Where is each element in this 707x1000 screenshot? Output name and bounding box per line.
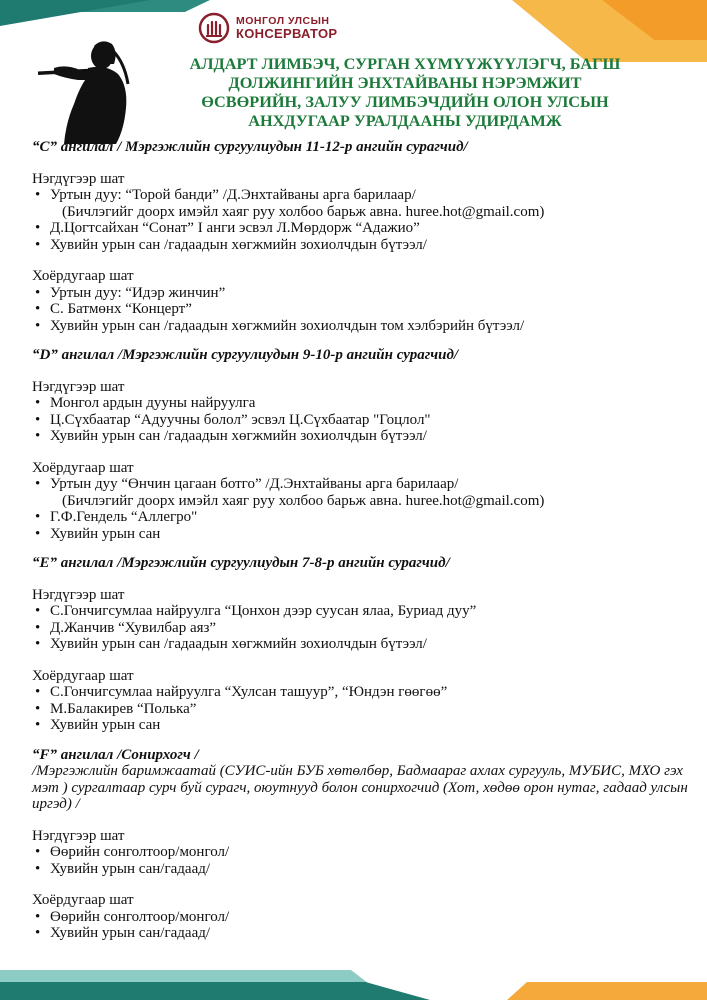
title-line-1: АЛДАРТ ЛИМБЭЧ, СУРГАН ХҮМҮҮЖҮҮЛЭГЧ, БАГШ <box>189 54 621 73</box>
list-item: • Хувийн урын сан <box>32 717 692 734</box>
list-item: • Уртын дуу “Өнчин цагаан ботго” /Д.Энхтайваны арга барилаар/ <box>32 476 692 493</box>
list-item: • Хувийн урын сан/гадаад/ <box>32 861 692 878</box>
list-item: • Уртын дуу: “Идэр жинчин” <box>32 285 692 302</box>
category-f-stage-1-label: Нэгдүгээр шат <box>32 827 125 844</box>
list-item: • Г.Ф.Гендель “Аллегро" <box>32 509 692 526</box>
category-e-stage-1-list <box>32 603 692 653</box>
category-e-stage-2-label: Хоёрдугаар шат <box>32 667 134 684</box>
category-d-stage-2-list <box>32 476 692 542</box>
category-e-heading: “E” ангилал /Мэргэжлийн сургуулиудын 7-8-р ангийн сурагчид/ <box>32 555 450 571</box>
list-item: • Ц.Сүхбаатар “Адуучны болол” эсвэл Ц.Сүхбаатар "Гоцлол" <box>32 412 692 429</box>
corner-decoration-bottom-right <box>507 982 707 1000</box>
document-body <box>32 139 692 942</box>
list-item: • Хувийн урын сан /гадаадын хөгжмийн зохиолчдын том хэлбэрийн бүтээл/ <box>32 318 692 335</box>
list-item: • С.Гончигсумлаа найруулга “Хулсан ташуур”, “Юндэн гөөгөө” <box>32 684 692 701</box>
category-d-stage-1-list <box>32 395 692 445</box>
corner-decoration-top-left-dark <box>0 0 150 26</box>
category-c-stage-1-list <box>32 187 692 253</box>
list-item: • Уртын дуу: “Торой банди” /Д.Энхтайваны арга барилаар/ <box>32 187 692 204</box>
list-item: • Хувийн урын сан/гадаад/ <box>32 925 692 942</box>
list-item: • М.Балакирев “Полька” <box>32 701 692 718</box>
list-item: • Д.Жанчив “Хувилбар аяз” <box>32 620 692 637</box>
category-f-stage-2-label: Хоёрдугаар шат <box>32 892 134 908</box>
category-c-stage-2-label: Хоёрдугаар шат <box>32 268 134 284</box>
list-item: • Хувийн урын сан /гадаадын хөгжмийн зохиолчдын бүтээл/ <box>32 428 692 445</box>
category-d-stage-1-label: Нэгдүгээр шат <box>32 378 125 395</box>
flute-player-silhouette-icon <box>36 34 136 146</box>
category-f-heading: “F” ангилал /Сонирхогч / <box>32 746 199 763</box>
list-item: • Хувийн урын сан /гадаадын хөгжмийн зохиолчдын бүтээл/ <box>32 237 692 254</box>
category-c-stage-2-list <box>32 285 692 335</box>
email-note: (Бичлэгийг доорх имэйл хаяг руу холбоо барьж авна. huree.hot@gmail.com) <box>62 203 545 220</box>
conservatory-logo <box>198 12 337 44</box>
list-item: • Өөрийн сонголтоор/монгол/ <box>32 844 692 861</box>
logo-line-2: КОНСЕРВАТОР <box>236 26 338 42</box>
conservatory-emblem-icon <box>198 12 230 44</box>
logo-line-1: МОНГОЛ УЛСЫН <box>236 14 330 27</box>
category-d-heading: “D” ангилал /Мэргэжлийн сургуулиудын 9-10-р ангийн сурагчид/ <box>32 347 459 363</box>
list-item: • Хувийн урын сан /гадаадын хөгжмийн зохиолчдын бүтээл/ <box>32 636 692 653</box>
category-c-stage-1-label: Нэгдүгээр шат <box>32 170 125 187</box>
list-item: • С.Гончигсумлаа найруулга “Цонхон дээр суусан ялаа, Буриад дуу” <box>32 603 692 620</box>
category-d-stage-2-label: Хоёрдугаар шат <box>32 459 134 476</box>
title-line-2: ДОЛЖИНГИЙН ЭНХТАЙВАНЫ НЭРЭМЖИТ <box>228 73 582 92</box>
category-e-stage-2-list <box>32 684 692 734</box>
list-item: • С. Батмөнх “Концерт” <box>32 301 692 318</box>
list-item: • Монгол ардын дууны найруулга <box>32 395 692 412</box>
category-e-stage-1-label: Нэгдүгээр шат <box>32 586 125 603</box>
email-note: (Бичлэгийг доорх имэйл хаяг руу холбоо барьж авна. huree.hot@gmail.com) <box>62 492 545 509</box>
list-item: • Хувийн урын сан <box>32 526 692 543</box>
list-item: • Д.Цогтсайхан “Сонат” I анги эсвэл Л.Мөрдорж “Адажио” <box>32 220 692 237</box>
document-title <box>145 54 665 130</box>
category-f-stage-2-list <box>32 909 692 942</box>
category-c-heading: “C” ангилал / Мэргэжлийн сургуулиудын 11-12-р ангийн сурагчид/ <box>32 139 468 155</box>
category-f-stage-1-list <box>32 844 692 877</box>
title-line-3: ӨСВӨРИЙН, ЗАЛУУ ЛИМБЭЧДИЙН ОЛОН УЛСЫН <box>201 92 609 111</box>
list-item: • Өөрийн сонголтоор/монгол/ <box>32 909 692 926</box>
title-line-4: АНХДУГААР УРАЛДААНЫ УДИРДАМЖ <box>248 111 562 130</box>
category-f-description: /Мэргэжлийн баримжаатай (СУИС-ийн БУБ хөтөлбөр, Бадмаараг ахлах сургууль, МУБИС, МХО гэх мэт ) сургалтаар сурч буй сурагч, оюутнууд болон сонирхогчид (Хот, хөдөө орон нутаг, гадаад улсын иргэд) / <box>32 763 688 812</box>
